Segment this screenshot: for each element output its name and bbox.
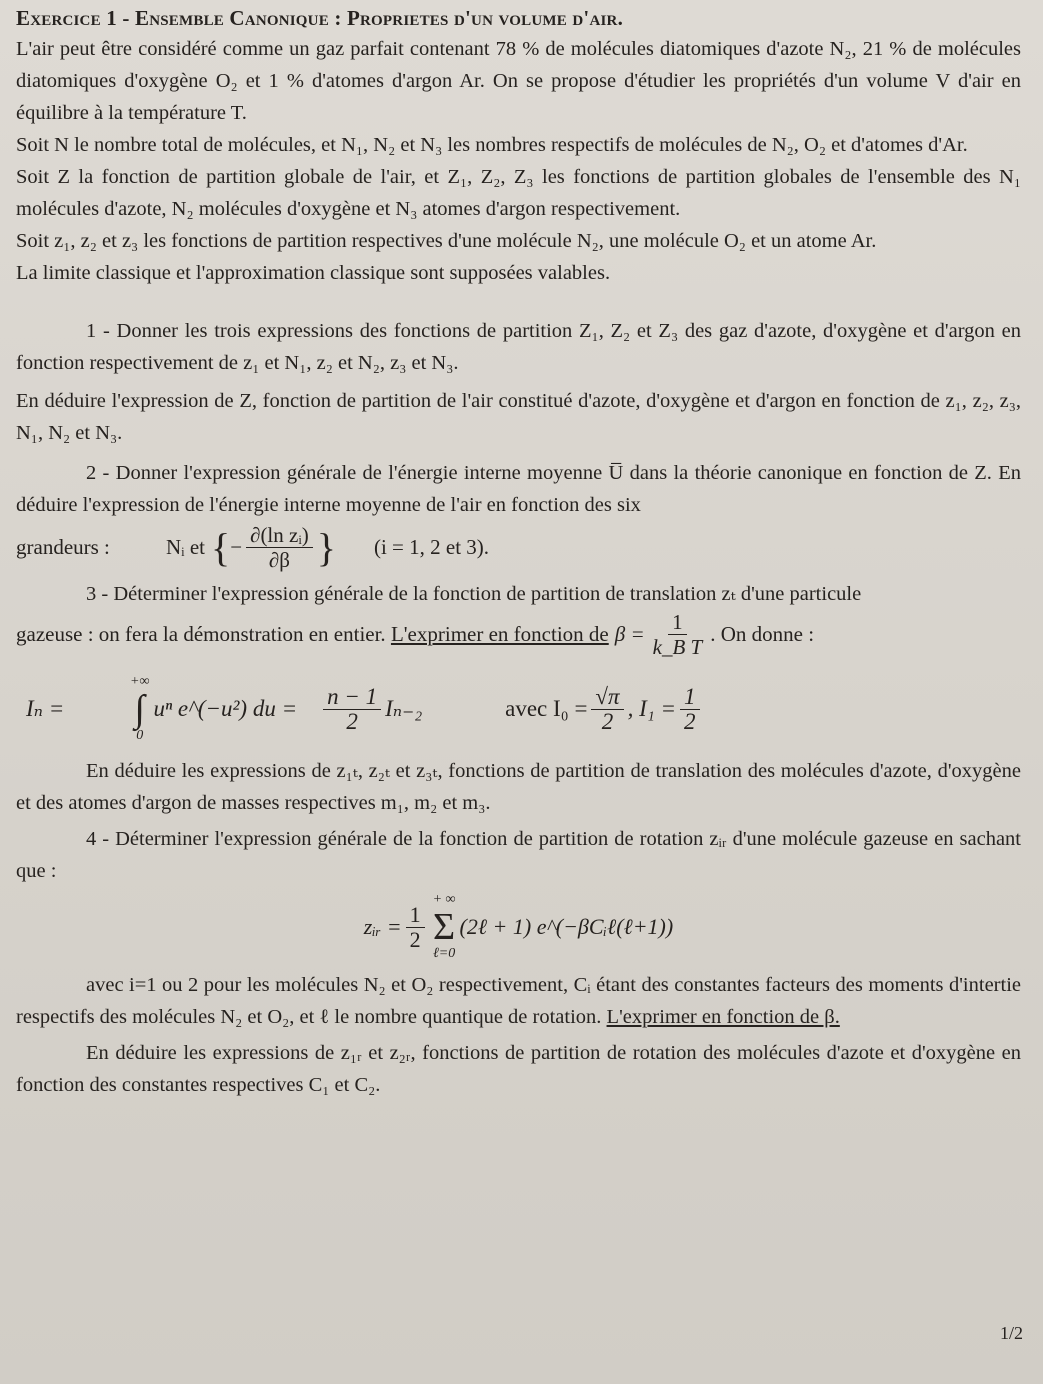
- half-denominator: 2: [409, 926, 421, 952]
- derivative-fraction: [246, 523, 313, 572]
- beta-fraction: [649, 610, 707, 659]
- avec-i0: avec I₀ =: [505, 696, 588, 721]
- intro-paragraph-3: Soit Z la fonction de partition globale de l'air, et Z₁, Z₂, Z₃ les fonctions de partition globales de l'ensemble des N₁ molécules d'azote, N₂ molécules d'oxygène et N₃ atomes d'argon respectivement.: [16, 166, 1021, 220]
- question-4-underlined: L'exprimer en fonction de β.: [606, 1006, 840, 1028]
- question-4-avec-text: avec i=1 ou 2 pour les molécules N₂ et O₂ respectivement, Cᵢ étant des constantes facteurs des moments d'intertie respectifs des molécules N₂ et O₂, et ℓ le nombre quantique de rotation.: [16, 974, 1021, 1028]
- question-3-gazeuse: gazeuse : on fera la démonstration en entier.: [16, 622, 386, 646]
- integrand: uⁿ e^(−u²) du =: [153, 696, 298, 721]
- i1-denominator: 2: [684, 708, 696, 734]
- intro-paragraph-5: La limite classique et l'approximation classique sont supposées valables.: [16, 262, 611, 284]
- minus-sign: −: [230, 535, 243, 559]
- beta-numerator: 1: [668, 610, 687, 635]
- integral-lhs: Iₙ =: [26, 696, 65, 721]
- i1-label: , I₁ =: [627, 696, 677, 721]
- summand: (2ℓ + 1) e^(−βCᵢℓ(ℓ+1)): [459, 914, 674, 939]
- sigma-symbol: Σ: [433, 906, 456, 948]
- question-3-line-2: [16, 610, 1021, 659]
- question-2-formula: [16, 523, 1021, 572]
- question-4-avec: [16, 969, 1021, 1033]
- right-brace: }: [316, 524, 336, 570]
- recurrence-numerator: n − 1: [323, 685, 381, 710]
- i0-numerator: √π: [591, 685, 623, 710]
- question-1-followup: En déduire l'expression de Z, fonction de partition de l'air constitué d'azote, d'oxygène et d'argon en fonction de z₁, z₂, z₃, N₁, N₂ et N₃.: [16, 390, 1021, 444]
- integral-symbol: ∫: [134, 688, 145, 730]
- derivative-denominator: ∂β: [268, 548, 290, 572]
- i0-fraction: [591, 685, 623, 734]
- question-1-text: 1 - Donner les trois expressions des fonctions de partition Z₁, Z₂ et Z₃ des gaz d'azote, d'oxygène et d'argon en fonction respectivement de z₁ et N₁, z₂ et N₂, z₃ et N₃.: [16, 320, 1021, 374]
- integral-lower: 0: [136, 728, 144, 743]
- question-4-text: 4 - Déterminer l'expression générale de la fonction de partition de rotation zᵢᵣ d'une molécule gazeuse en sachant que :: [16, 828, 1021, 882]
- integral-sign: [130, 673, 149, 745]
- rotation-formula: [16, 891, 1021, 963]
- sum-lower: ℓ=0: [432, 946, 456, 961]
- intro-paragraph-2: Soit N le nombre total de molécules, et N₁, N₂ et N₃ les nombres respectifs de molécules de N₂, O₂ et d'atomes d'Ar.: [16, 134, 968, 156]
- page-number: 1/2: [999, 1323, 1023, 1343]
- half-numerator: 1: [406, 903, 425, 928]
- question-3-deduce: En déduire les expressions de z₁ₜ, z₂ₜ et z₃ₜ, fonctions de partition de translation des molécules d'azote, d'oxygène et des atomes d'argon de masses respectives m₁, m₂ et m₃.: [16, 760, 1021, 814]
- sum-upper: + ∞: [432, 892, 456, 907]
- beta-symbol: β =: [614, 622, 645, 646]
- ni-variable: Nᵢ et: [166, 535, 206, 559]
- derivative-numerator: ∂(ln zᵢ): [246, 523, 313, 548]
- sum-sign: [433, 891, 456, 963]
- recurrence-denominator: 2: [346, 708, 358, 734]
- integral-upper: +∞: [130, 674, 150, 689]
- rotation-lhs: zᵢᵣ =: [363, 914, 402, 939]
- question-2-text: 2 - Donner l'expression générale de l'énergie interne moyenne U̅ dans la théorie canonique en fonction de Z. En déduire l'expression de l'énergie interne moyenne de l'air en fonction des six: [16, 462, 1021, 516]
- exercise-title: Exercice 1 - Ensemble Canonique : Proprietes d'un volume d'air.: [16, 6, 624, 30]
- index-range: (i = 1, 2 et 3).: [373, 535, 490, 559]
- half-fraction: [406, 903, 425, 952]
- i0-denominator: 2: [601, 708, 614, 734]
- question-4-deduce: En déduire les expressions de z₁ᵣ et z₂ᵣ, fonctions de partition de rotation des molécules d'azote et d'oxygène en fonction des constantes respectives C₁ et C₂.: [16, 1042, 1021, 1096]
- recurrence-fraction: [323, 685, 381, 734]
- question-3-text: 3 - Déterminer l'expression générale de la fonction de partition de translation zₜ d'une particule: [86, 583, 862, 605]
- grandeurs-label: grandeurs :: [16, 535, 110, 559]
- i1-numerator: 1: [680, 685, 700, 710]
- beta-denominator: k_B T: [652, 635, 703, 659]
- question-3-underlined: L'exprimer en fonction de: [390, 622, 609, 646]
- on-donne: . On donne :: [710, 622, 815, 646]
- recurrence-tail: Iₙ₋₂: [385, 696, 423, 721]
- integral-formula: [26, 673, 1021, 745]
- i1-fraction: [680, 685, 700, 734]
- left-brace: {: [211, 524, 231, 570]
- intro-paragraph-1: L'air peut être considéré comme un gaz parfait contenant 78 % de molécules diatomiques d'azote N₂, 21 % de molécules diatomiques d'oxygène O₂ et 1 % d'atomes d'argon Ar. On se propose d'étudier les propriétés d'un volume V d'air en équilibre à la température T.: [16, 38, 1021, 124]
- intro-paragraph-4: Soit z₁, z₂ et z₃ les fonctions de partition respectives d'une molécule N₂, une molécule O₂ et un atome Ar.: [16, 230, 877, 252]
